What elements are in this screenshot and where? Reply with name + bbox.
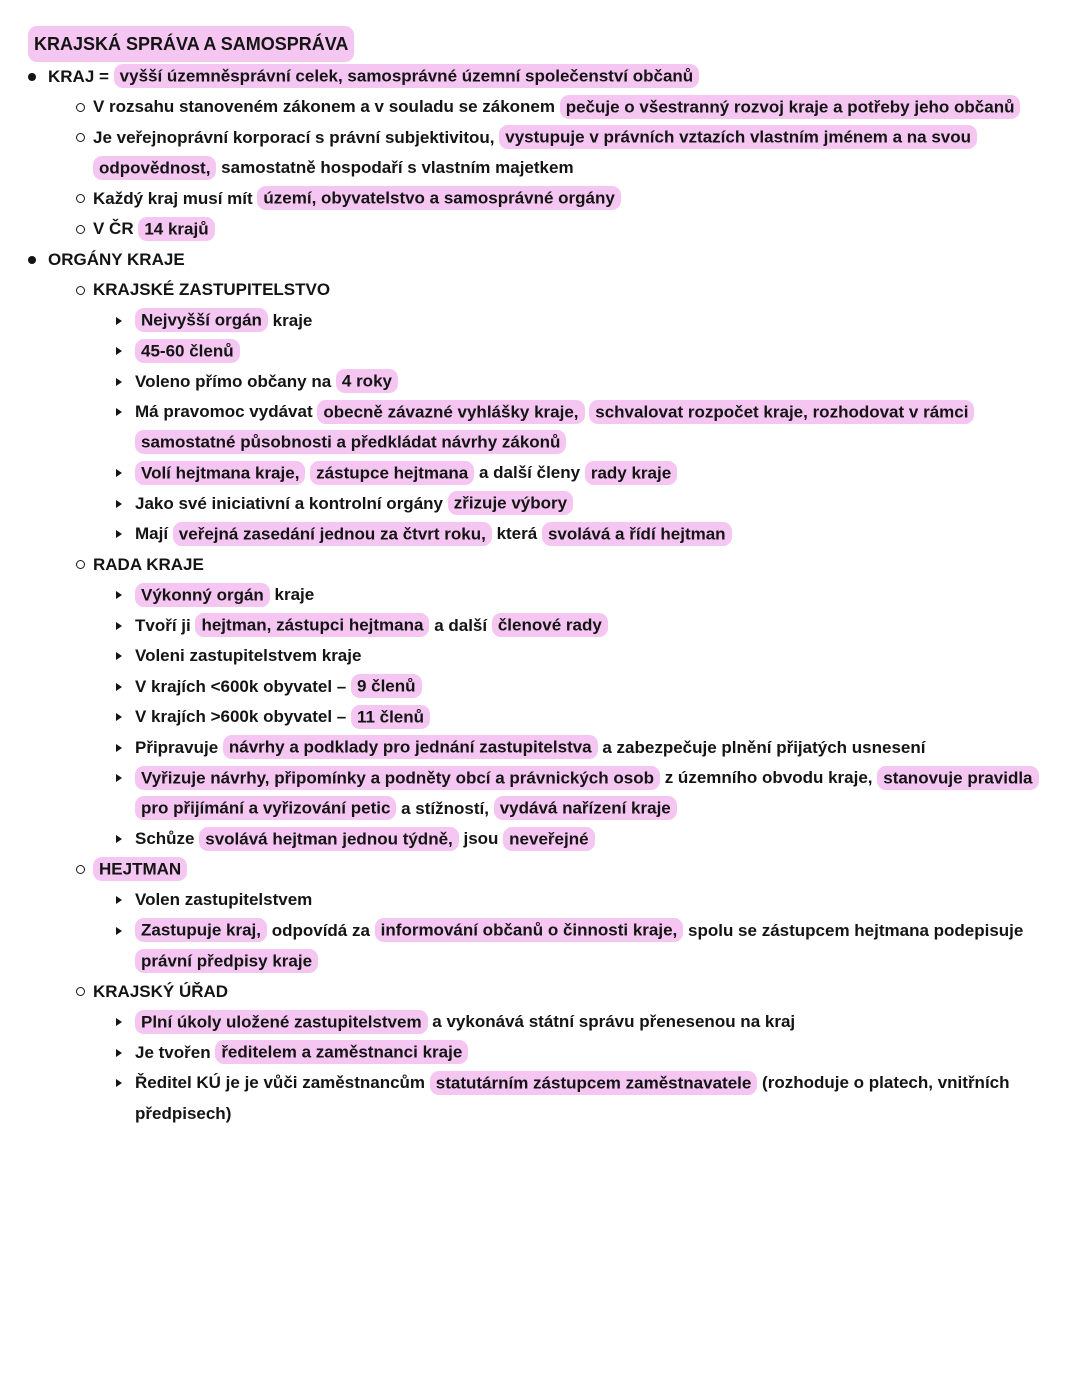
line-text — [135, 824, 1054, 855]
arrow-bullet-icon — [116, 397, 135, 428]
note-line — [26, 916, 1054, 977]
highlighted-text: HEJTMAN — [93, 857, 187, 881]
plain-text: která — [491, 524, 542, 543]
note-line — [26, 123, 1054, 184]
plain-text: a zabezpečuje plnění přijatých usnesení — [597, 737, 926, 757]
note-line — [26, 702, 1054, 733]
note-line — [26, 489, 1054, 520]
plain-text: Ředitel KÚ je je vůči zaměstnancům — [135, 1073, 430, 1092]
note-line — [26, 641, 1054, 672]
plain-text: KRAJSKÉ ZASTUPITELSTVO — [93, 280, 331, 299]
plain-text: Připravuje — [135, 737, 223, 757]
plain-text: Voleno přímo občany na — [135, 371, 336, 391]
highlighted-text: statutárním zástupcem zaměstnavatele — [430, 1071, 758, 1095]
line-text — [135, 885, 1054, 916]
plain-text: Má pravomoc vydávat — [135, 402, 318, 421]
note-line — [26, 885, 1054, 916]
highlighted-text: zřizuje výbory — [448, 491, 573, 515]
highlighted-text: stanovuje pravidla pro přijímání a vyřizování petic — [135, 766, 1039, 821]
arrow-bullet-icon — [116, 763, 135, 794]
arrow-bullet-icon — [116, 367, 135, 398]
plain-text: Schůze — [135, 829, 200, 848]
plain-text: Tvoří ji — [135, 615, 196, 635]
line-text — [135, 1007, 1054, 1038]
note-line — [26, 214, 1054, 245]
highlighted-text: Vyřizuje návrhy, připomínky a podněty obcí a právnických osob — [135, 766, 660, 790]
plain-text: V ČR — [93, 219, 139, 238]
note-line — [26, 1068, 1054, 1129]
line-text — [135, 1068, 1054, 1129]
arrow-bullet-icon — [116, 641, 135, 672]
line-text — [93, 275, 1054, 306]
line-text — [135, 489, 1054, 520]
line-text — [135, 519, 1054, 550]
note-line — [26, 367, 1054, 398]
line-text — [135, 672, 1054, 703]
line-text — [135, 336, 1054, 367]
arrow-bullet-icon — [116, 916, 135, 947]
line-text — [135, 367, 1054, 398]
highlighted-text: rady kraje — [585, 461, 677, 485]
plain-text: V krajích <600k obyvatel – — [135, 676, 351, 696]
arrow-bullet-icon — [116, 672, 135, 703]
note-line — [26, 336, 1054, 367]
arrow-bullet-icon — [116, 458, 135, 489]
circle-bullet-icon — [76, 550, 93, 581]
line-text — [135, 1038, 1054, 1069]
highlighted-text: 45-60 členů — [135, 339, 240, 363]
highlighted-text: ředitelem a zaměstnanci kraje — [215, 1040, 468, 1064]
circle-bullet-icon — [76, 977, 93, 1008]
note-line — [26, 1007, 1054, 1038]
plain-text: V rozsahu stanoveném zákonem a v souladu se zákonem — [93, 97, 560, 116]
highlighted-text: 4 roky — [336, 369, 398, 393]
arrow-bullet-icon — [116, 336, 135, 367]
plain-text: a další členy — [474, 463, 585, 482]
arrow-bullet-icon — [116, 306, 135, 337]
highlighted-text: neveřejné — [503, 827, 594, 851]
arrow-bullet-icon — [116, 824, 135, 855]
line-text — [135, 458, 1054, 489]
line-text — [135, 611, 1054, 642]
disc-bullet-icon — [28, 245, 48, 276]
highlighted-text: 11 členů — [351, 705, 430, 729]
arrow-bullet-icon — [116, 702, 135, 733]
line-text — [93, 550, 1054, 581]
line-text — [48, 245, 1054, 276]
page-title-text: KRAJSKÁ SPRÁVA A SAMOSPRÁVA — [28, 26, 354, 62]
highlighted-text: právní předpisy kraje — [135, 949, 318, 973]
plain-text: Každý kraj musí mít — [93, 188, 258, 208]
note-line — [26, 763, 1054, 824]
plain-text: Voleni zastupitelstvem kraje — [135, 646, 362, 665]
note-line — [26, 184, 1054, 215]
plain-text: KRAJ = — [48, 66, 114, 86]
line-text — [93, 214, 1054, 245]
circle-bullet-icon — [76, 275, 93, 306]
highlighted-text: 14 krajů — [138, 217, 214, 241]
plain-text: Volen zastupitelstvem — [135, 890, 313, 909]
highlighted-text: pečuje o všestranný rozvoj kraje a potřeby jeho občanů — [560, 95, 1021, 119]
line-text — [93, 184, 1054, 215]
note-line — [26, 611, 1054, 642]
plain-text: KRAJSKÝ ÚŘAD — [93, 981, 229, 1001]
note-line — [26, 62, 1054, 93]
highlighted-text: zástupce hejtmana — [310, 461, 474, 485]
plain-text: odpovídá za — [266, 920, 375, 940]
circle-bullet-icon — [76, 214, 93, 245]
note-line — [26, 580, 1054, 611]
plain-text: kraje — [269, 585, 315, 604]
circle-bullet-icon — [76, 92, 93, 123]
highlighted-text: Výkonný orgán — [135, 583, 270, 607]
plain-text: samostatně hospodaří s vlastním majetkem — [216, 158, 574, 177]
highlighted-text: návrhy a podklady pro jednání zastupitelstva — [223, 735, 598, 759]
arrow-bullet-icon — [116, 1007, 135, 1038]
highlighted-text: členové rady — [492, 613, 608, 637]
line-text — [93, 855, 1054, 886]
highlighted-text: svolává a řídí hejtman — [542, 522, 732, 546]
arrow-bullet-icon — [116, 885, 135, 916]
note-line — [26, 92, 1054, 123]
plain-text: kraje — [267, 310, 313, 330]
notes-list — [26, 62, 1054, 1130]
note-line — [26, 458, 1054, 489]
highlighted-text: svolává hejtman jednou týdně, — [199, 827, 459, 851]
circle-bullet-icon — [76, 123, 93, 154]
highlighted-text: veřejná zasedání jednou za čtvrt roku, — [173, 522, 492, 546]
page-title — [26, 26, 1054, 62]
plain-text: Mají — [135, 524, 173, 543]
section-heading-row — [26, 550, 1054, 581]
note-line — [26, 519, 1054, 550]
line-text — [135, 702, 1054, 733]
plain-text: Jako své iniciativní a kontrolní orgány — [135, 493, 448, 513]
circle-bullet-icon — [76, 184, 93, 215]
section-heading-row — [26, 855, 1054, 886]
line-text — [135, 580, 1054, 611]
highlighted-text: vystupuje v právních vztazích vlastním jménem a na svou odpovědnost, — [93, 125, 977, 180]
plain-text: Je veřejnoprávní korporací s právní subjektivitou, — [93, 127, 500, 147]
note-line — [26, 672, 1054, 703]
line-text — [135, 306, 1054, 337]
highlighted-text: území, obyvatelstvo a samosprávné orgány — [257, 186, 620, 210]
line-text — [93, 977, 1054, 1008]
arrow-bullet-icon — [116, 611, 135, 642]
highlighted-text: Plní úkoly uložené zastupitelstvem — [135, 1010, 428, 1034]
plain-text: jsou — [458, 829, 504, 848]
plain-text: V krajích >600k obyvatel – — [135, 707, 351, 726]
line-text — [135, 763, 1054, 824]
line-text — [135, 641, 1054, 672]
highlighted-text: Volí hejtmana kraje, — [135, 461, 305, 485]
arrow-bullet-icon — [116, 519, 135, 550]
disc-bullet-icon — [28, 62, 48, 93]
circle-bullet-icon — [76, 855, 93, 886]
section-heading-row — [26, 245, 1054, 276]
line-text — [48, 62, 1054, 93]
highlighted-text: Nejvyšší orgán — [135, 308, 268, 332]
line-text — [135, 733, 1054, 764]
plain-text: RADA KRAJE — [93, 554, 204, 574]
highlighted-text: vydává nařízení kraje — [494, 796, 677, 820]
highlighted-text: obecně závazné vyhlášky kraje, — [317, 400, 584, 424]
arrow-bullet-icon — [116, 580, 135, 611]
plain-text: a další — [429, 615, 492, 635]
note-line — [26, 306, 1054, 337]
section-heading-row — [26, 275, 1054, 306]
plain-text: (rozhoduje o platech, vnitřních předpisech) — [135, 1073, 1010, 1123]
plain-text: a vykonává státní správu přenesenou na kraj — [427, 1012, 796, 1031]
line-text — [93, 123, 1054, 184]
line-text — [135, 397, 1054, 458]
arrow-bullet-icon — [116, 1068, 135, 1099]
highlighted-text: 9 členů — [351, 674, 422, 698]
line-text — [135, 916, 1054, 977]
line-text — [93, 92, 1054, 123]
arrow-bullet-icon — [116, 1038, 135, 1069]
highlighted-text: informování občanů o činnosti kraje, — [375, 918, 684, 942]
note-line — [26, 824, 1054, 855]
note-line — [26, 397, 1054, 458]
highlighted-text: vyšší územněsprávní celek, samosprávné územní společenství občanů — [114, 64, 700, 88]
section-heading-row — [26, 977, 1054, 1008]
highlighted-text: Zastupuje kraj, — [135, 918, 267, 942]
arrow-bullet-icon — [116, 489, 135, 520]
plain-text: z územního obvodu kraje, — [659, 768, 878, 787]
highlighted-text: schvalovat rozpočet kraje, rozhodovat v rámci samostatné působnosti a předkládat návrhy zákonů — [135, 400, 974, 455]
plain-text: spolu se zástupcem hejtmana podepisuje — [683, 920, 1024, 940]
plain-text: ORGÁNY KRAJE — [48, 249, 185, 269]
highlighted-text: hejtman, zástupci hejtmana — [195, 613, 429, 637]
note-line — [26, 733, 1054, 764]
arrow-bullet-icon — [116, 733, 135, 764]
plain-text: Je tvořen — [135, 1042, 216, 1062]
note-line — [26, 1038, 1054, 1069]
plain-text: a stížností, — [396, 798, 494, 818]
